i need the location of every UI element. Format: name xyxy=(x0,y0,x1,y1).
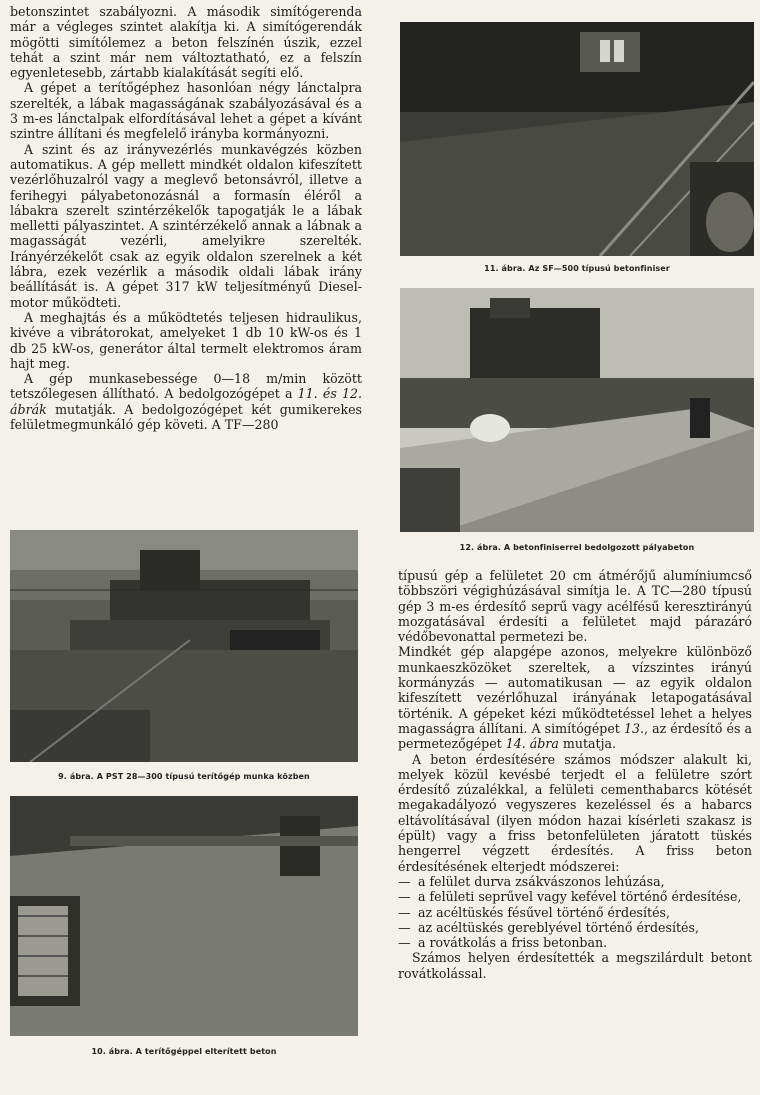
left-text-column xyxy=(10,4,362,432)
figure-10-photo xyxy=(10,796,358,1036)
list-item xyxy=(398,905,752,920)
paragraph: betonszintet szabályozni. A második simítógerenda már a végleges szintet alakítja ki. A simítógerendák mögötti simítólemez a beton felszínén úszik, ezzel tehát a szint már nem változtatható, ez a felszín egyenletesebb, zártabb kialakítását segíti elő. xyxy=(10,4,362,81)
spread-concrete-photo xyxy=(10,796,358,1036)
list-item-text: a felület durva zsákvászonos lehúzása, xyxy=(418,873,665,889)
figure-10-caption: 10. ábra. A terítőgéppel elterített beton xyxy=(91,1047,277,1056)
list-item-text: a felületi seprűvel vagy kefével történő érdesítése, xyxy=(418,889,742,905)
spreader-machine-photo xyxy=(10,530,358,762)
right-text-column xyxy=(398,568,752,981)
list-item xyxy=(398,874,752,889)
list-dash: — xyxy=(398,919,411,935)
list-dash: — xyxy=(398,904,411,920)
finished-runway-concrete-photo xyxy=(400,288,754,532)
list-item-text: a rovátkolás a friss betonban. xyxy=(418,935,608,951)
paragraph: A gépet a terítőgéphez hasonlóan négy lánctalpra szerelték, a lábak magasságának szabályozásával és a 3 m-es lánctalpak elfordításával lehet a gépet a kívánt szintre állítani és megfelelő irányba kormányozni. xyxy=(10,80,362,142)
figure-reference: 11. és 12. ábrák xyxy=(10,386,363,417)
list-dash: — xyxy=(398,935,411,951)
list-item-text: az acéltüskés fésűvel történő érdesítés, xyxy=(418,904,670,920)
list-item xyxy=(398,920,752,935)
paragraph xyxy=(10,371,362,432)
figure-11-photo xyxy=(400,22,754,256)
figure-9-photo xyxy=(10,530,358,762)
figure-reference: 14. ábra xyxy=(505,736,559,752)
text-span: mutatja. xyxy=(558,736,617,752)
paragraph: A beton érdesítésére számos módszer alakult ki, melyek közül kevésbé terjedt el a felületre szórt érdesítő zúzalékkal, a felületi cementhabarcs kötését megakadályozó vegyszeres kezeléssel és a habarcs eltávolításával (ilyen módon hazai kísérleti szakasz is épült) vagy a friss betonfelületen járatott tüskés hengerrel végzett érdesítés. A friss beton érdesítésének elterjedt módszerei: xyxy=(398,751,752,874)
paragraph: típusú gép a felületet 20 cm átmérőjű alumíniumcső többszöri végighúzásával simítja le. A TC—280 típusú gép 3 m-es érdesítő seprű vagy acélfésű keresztirányú mozgatásával érdesíti a felületet majd párazáró védőbevonattal permetezi be. xyxy=(398,568,752,645)
paragraph: A meghajtás és a működtetés teljesen hidraulikus, kivéve a vibrátorokat, amelyeket 1 db 10 kW-os és 1 db 25 kW-os, generátor által termelt elektromos áram hajt meg. xyxy=(10,309,362,371)
figure-9-caption: 9. ábra. A PST 28—300 típusú terítőgép munka közben xyxy=(58,772,310,781)
figure-12-caption: 12. ábra. A betonfiniserrel bedolgozott pályabeton xyxy=(459,543,695,552)
figure-11-caption: 11. ábra. Az SF—500 típusú betonfiniser xyxy=(484,264,670,273)
roughening-methods-list xyxy=(398,874,752,950)
figure-reference: 13. xyxy=(623,720,644,736)
list-item xyxy=(398,889,752,904)
text-span: Mindkét gép alapgépe azonos, melyekre különböző munkaeszközöket szereltek, a vízszintes irányú kormányzás — automatikusan — az egyik oldalon kifeszített vezérlőhuzal irányának letapogatásával történik. A gépeket kézi működtetéssel lehet a helyes magasságra állítani. A simítógépet xyxy=(398,644,752,736)
text-span: mutatják. A bedolgozógépet két gumikerekes felületmegmunkáló gép követi. A TF—280 xyxy=(10,401,362,433)
list-dash: — xyxy=(398,889,411,905)
paragraph: Számos helyen érdesítették a megszilárdult betont rovátkolással. xyxy=(398,950,752,981)
text-span: A gép munkasebessége 0—18 m/min között tetszőlegesen állítható. A bedolgozógépet a xyxy=(10,371,362,402)
paragraph: A szint és az irányvezérlés munkavégzés közben automatikus. A gép mellett mindkét oldalon kifeszített vezérlőhuzalról vagy a meglevő betonsávról, illetve a ferihegyi pályabetonozásnál a formasín éléről a lábakra szerelt szintérzékelők tapogatják le a lábak melletti pályaszintet. A szintérzékelő annak a lábnak a magasságát vezérli, amelyikre szerelték. Irányérzékelőt csak az egyik oldalon szerelnek a két lábra, ezek vezérlik a második oldali lábak irány beállítását is. A gépet 317 kW teljesítményű Diesel-motor működteti. xyxy=(10,141,362,310)
concrete-finisher-photo xyxy=(400,22,754,256)
figure-12-photo xyxy=(400,288,754,532)
paragraph xyxy=(398,644,752,751)
list-item xyxy=(398,935,752,950)
text-span: , az érdesítő és a permetezőgépet xyxy=(398,720,752,752)
list-item-text: az acéltüskés gereblyével történő érdesítés, xyxy=(418,919,699,935)
list-dash: — xyxy=(398,873,411,889)
